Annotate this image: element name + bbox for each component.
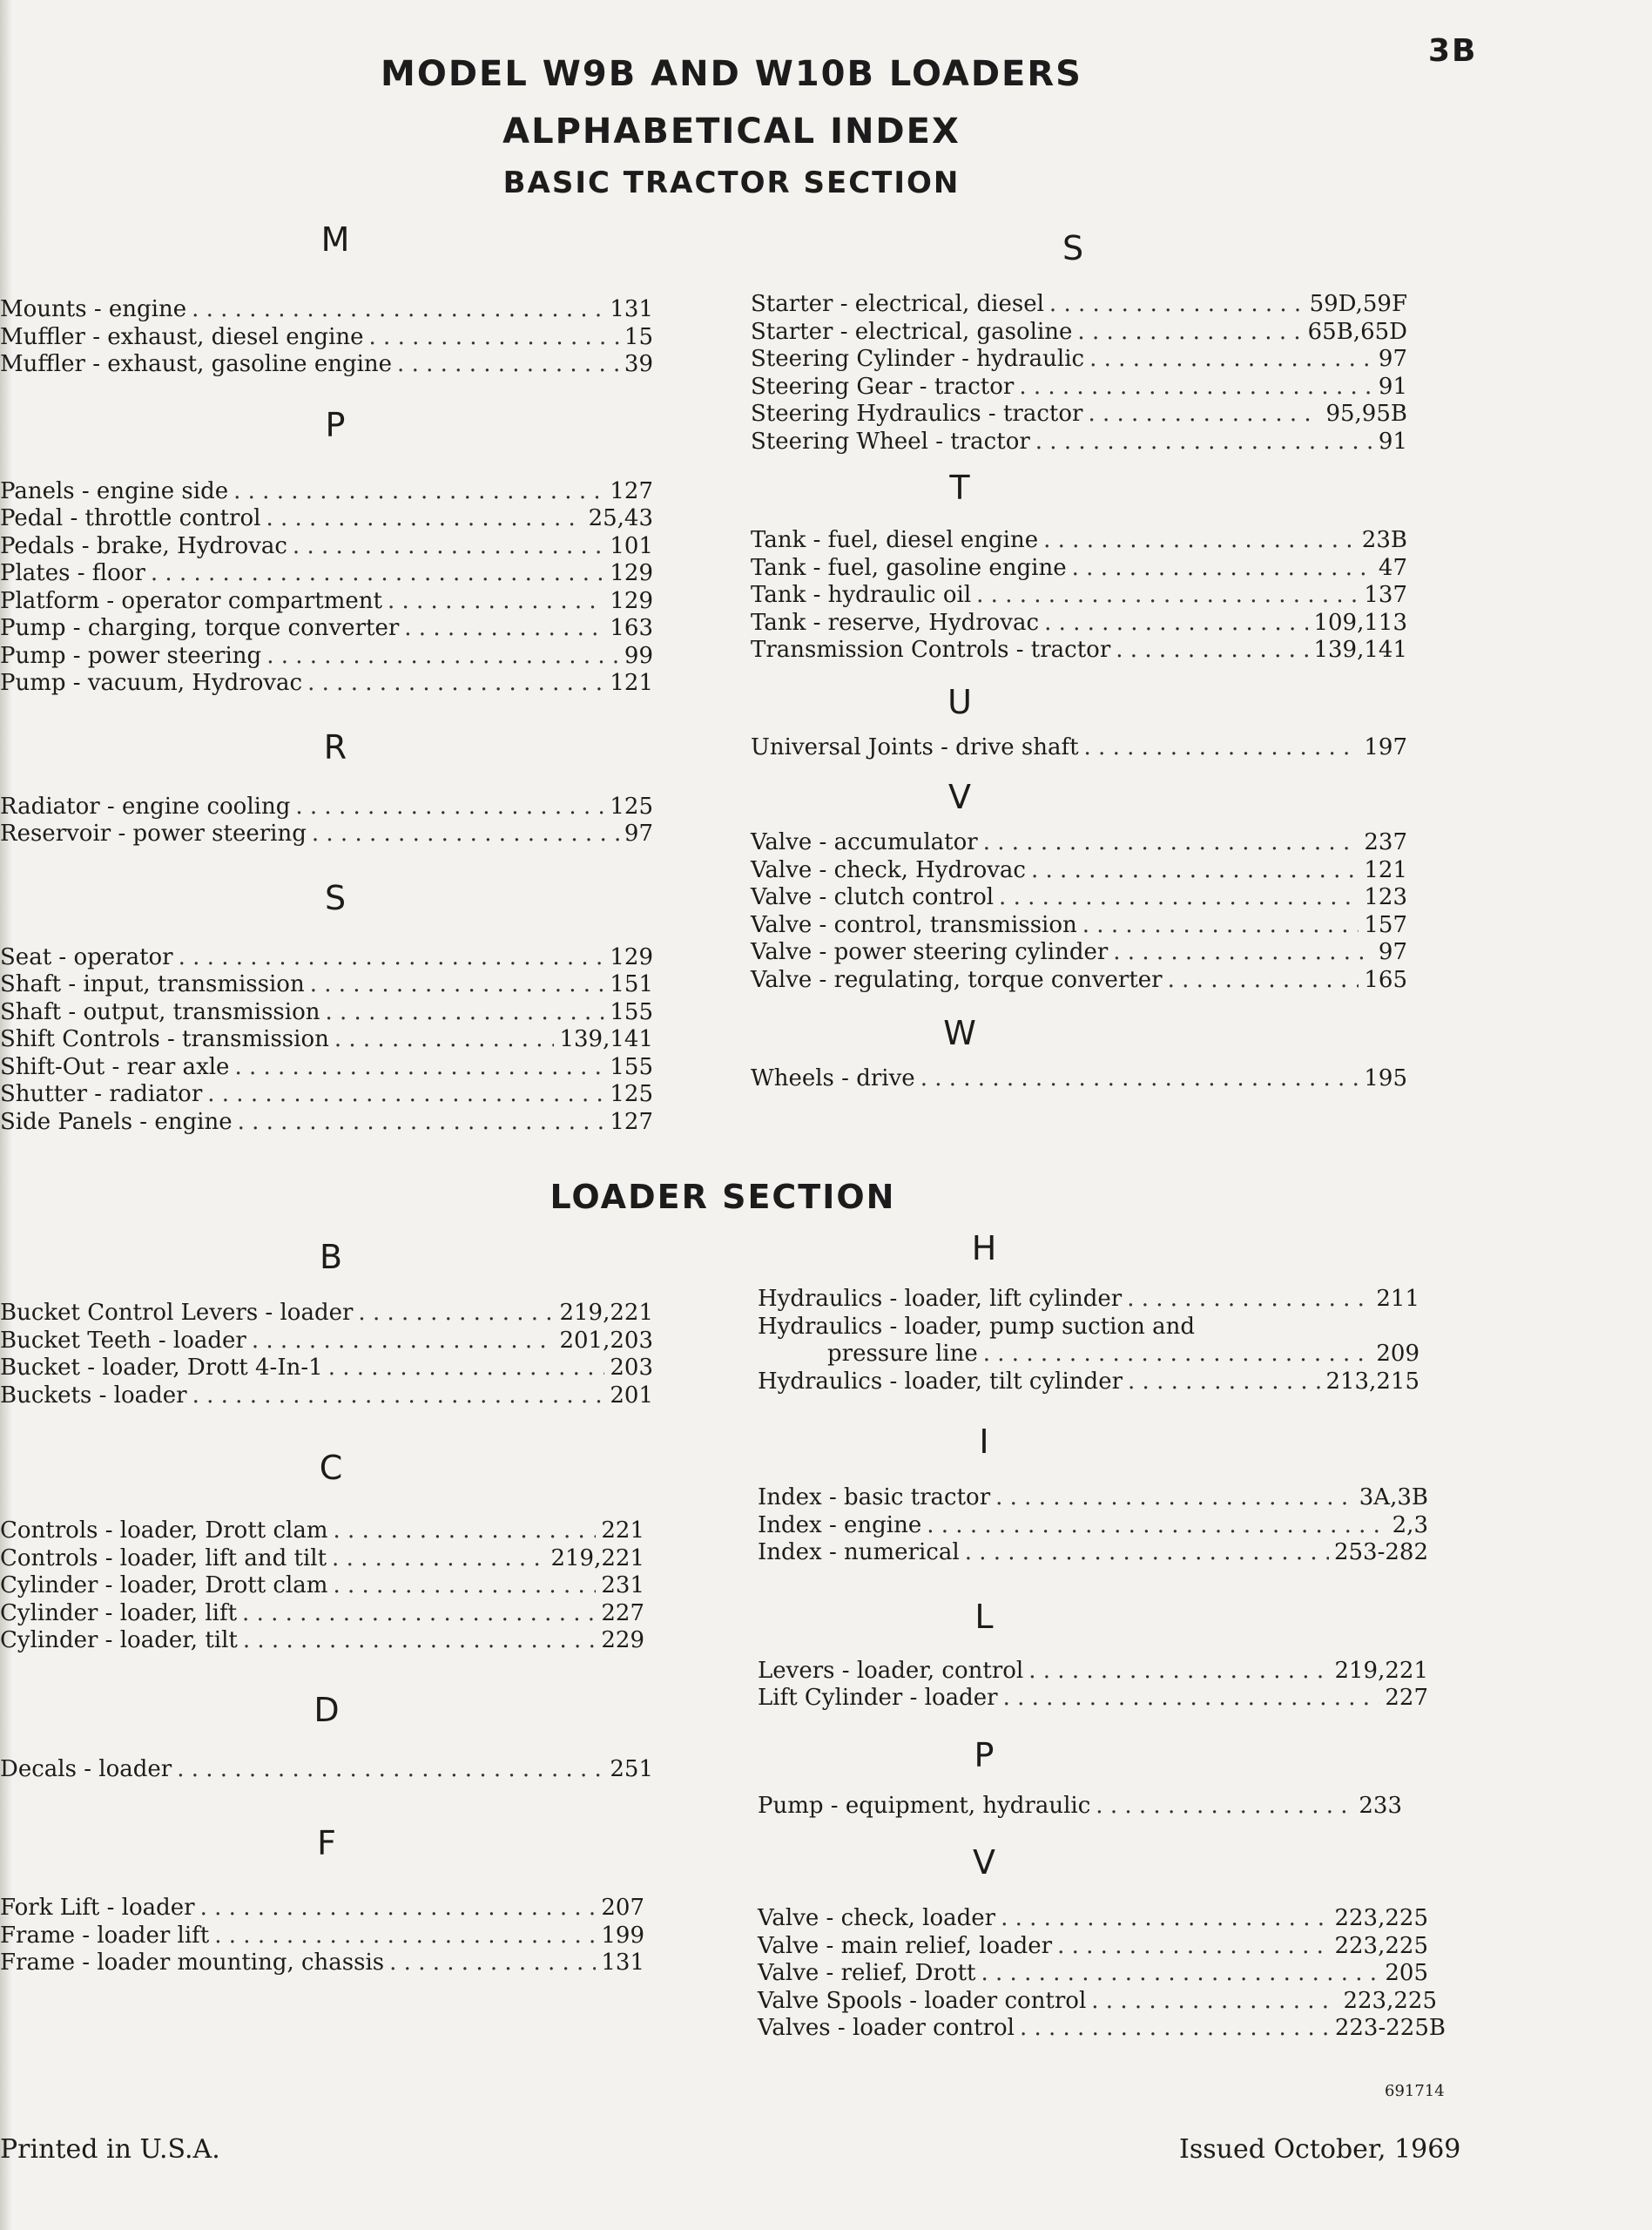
index-entry: Cylinder - loader, tilt . . . 229 [0,1627,644,1655]
group-letter: P [974,1735,995,1774]
group-letter: S [1062,229,1084,267]
index-entry: Pedal - throttle control . . . 25,43 [0,505,653,533]
index-entry: Tank - fuel, diesel engine . . . 23B [751,527,1407,555]
index-entry: Lift Cylinder - loader . . . 227 [758,1685,1428,1713]
index-entry: Cylinder - loader, lift . . . 227 [0,1600,644,1628]
group-letter: W [943,1014,976,1052]
index-entry: Pump - charging, torque converter . . . 163 [0,615,653,643]
index-entry: Bucket Teeth - loader . . . 201,203 [0,1328,653,1355]
index-entry: Radiator - engine cooling . . . 125 [0,794,653,821]
index-entry: Hydraulics - loader, lift cylinder . . . 211 [758,1286,1419,1314]
index-entry: Tank - hydraulic oil . . . 137 [751,582,1407,610]
index-entry: Wheels - drive . . . 195 [751,1065,1407,1093]
group-C [0,1448,653,1655]
group-letter: R [323,727,347,767]
group-letter: S [324,878,347,917]
document-subtitle: ALPHABETICAL INDEX [502,112,961,152]
group-letter: B [319,1238,343,1276]
group-letter: V [948,778,971,816]
index-entry: Muffler - exhaust, diesel engine . . . 15 [0,324,653,352]
group-U [751,682,1407,762]
index-entry: Steering Hydraulics - tractor . . . 95,95B [751,401,1407,429]
index-entry: Reservoir - power steering . . . 97 [0,821,653,848]
group-V [758,1842,1446,2043]
index-entry: Pump - power steering . . . 99 [0,643,653,671]
index-entry: Muffler - exhaust, gasoline engine . . . 39 [0,351,653,379]
document-title: MODEL W9B AND W10B LOADERS [381,54,1082,94]
group-letter: F [317,1824,336,1862]
group-D [0,1690,653,1784]
group-H [758,1228,1428,1395]
index-entry: Index - numerical . . . 253-282 [758,1539,1428,1567]
group-letter: H [971,1229,997,1267]
index-entry: Valves - loader control . . . 223-225B [758,2015,1446,2043]
group-R [0,727,653,848]
index-entry: Cylinder - loader, Drott clam . . . 231 [0,1572,644,1600]
index-entry: Frame - loader lift . . . 199 [0,1923,644,1950]
index-entry: Panels - engine side . . . 127 [0,478,653,506]
index-entry: Buckets - loader . . . 201 [0,1382,653,1410]
group-S [751,228,1407,456]
index-entry: Index - engine . . . 2,3 [758,1512,1428,1540]
index-entry: Shift Controls - transmission . . . 139,141 [0,1026,653,1054]
index-entry: Pump - vacuum, Hydrovac . . . 121 [0,670,653,698]
index-entry: Shift-Out - rear axle . . . 155 [0,1054,653,1082]
group-letter: T [949,469,970,507]
index-entry: Controls - loader, Drott clam . . . 221 [0,1517,644,1545]
footer-issued: Issued October, 1969 [1179,2134,1461,2165]
index-entry: Universal Joints - drive shaft . . . 197 [751,734,1407,762]
index-entry: Tank - reserve, Hydrovac . . . 109,113 [751,610,1407,638]
basic-left-column [0,220,653,1136]
index-entry: Starter - electrical, diesel . . . 59D,59F [751,291,1407,319]
section-title-loader: LOADER SECTION [550,1178,896,1216]
document-code: 691714 [1385,2082,1445,2100]
index-entry: Pump - equipment, hydraulic . . . 233 [758,1793,1402,1821]
index-entry: Steering Cylinder - hydraulic . . . 97 [751,346,1407,374]
group-I [758,1422,1428,1567]
group-S [0,878,653,1137]
index-entry: Tank - fuel, gasoline engine . . . 47 [751,555,1407,583]
group-L [758,1597,1428,1713]
group-letter: C [319,1449,343,1487]
index-entry: Valve - check, loader . . . 223,225 [758,1905,1428,1933]
index-entry: Side Panels - engine . . . 127 [0,1109,653,1137]
group-M [0,220,653,379]
footer-printed: Printed in U.S.A. [0,2134,220,2165]
group-letter: V [973,1843,995,1882]
group-P [0,405,653,698]
index-entry-continued: pressure line . . . 209 [758,1341,1419,1368]
index-entry: Shaft - output, transmission . . . 155 [0,999,653,1027]
index-entry: Hydraulics - loader, tilt cylinder . . . 213,215 [758,1368,1419,1396]
index-entry: Valve - control, transmission . . . 157 [751,912,1407,940]
index-entry: Seat - operator . . . 129 [0,944,653,972]
group-letter: P [325,405,346,444]
index-entry: Valve - power steering cylinder . . . 97 [751,939,1407,967]
index-entry: Valve - main relief, loader . . . 223,225 [758,1933,1428,1961]
index-entry: Valve Spools - loader control . . . 223,225 [758,1988,1437,2016]
index-entry: Valve - check, Hydrovac . . . 121 [751,857,1407,885]
group-P [758,1735,1428,1821]
page-number: 3B [1428,33,1478,69]
index-entry: Levers - loader, control . . . 219,221 [758,1658,1428,1686]
group-letter: I [979,1422,989,1461]
index-entry: Starter - electrical, gasoline . . . 65B,65D [751,319,1407,347]
group-V [751,777,1407,994]
loader-right-column [758,1228,1446,2043]
index-entry: Shaft - input, transmission . . . 151 [0,971,653,999]
index-entry: Fork Lift - loader . . . 207 [0,1895,644,1923]
group-letter: D [314,1690,340,1729]
index-entry: Valve - accumulator . . . 237 [751,829,1407,857]
index-entry: Transmission Controls - tractor . . . 139,141 [751,637,1407,665]
basic-right-column [751,228,1407,1093]
index-entry: Controls - loader, lift and tilt . . . 219,221 [0,1545,644,1573]
group-letter: L [974,1597,994,1636]
index-entry: Valve - regulating, torque converter . . . 165 [751,967,1407,995]
index-entry: Valve - clutch control . . . 123 [751,884,1407,912]
index-entry: Pedals - brake, Hydrovac . . . 101 [0,533,653,561]
index-entry: Valve - relief, Drott . . . 205 [758,1960,1428,1988]
index-entry: Shutter - radiator . . . 125 [0,1081,653,1109]
group-letter: U [947,682,972,721]
index-entry: Index - basic tractor . . . 3A,3B [758,1484,1428,1512]
index-entry: Mounts - engine . . . 131 [0,296,653,324]
index-entry: Steering Wheel - tractor . . . 91 [751,429,1407,456]
group-B [0,1237,653,1409]
index-entry: Platform - operator compartment . . . 129 [0,588,653,616]
index-entry: Frame - loader mounting, chassis . . . 131 [0,1950,644,1977]
index-entry: Hydraulics - loader, pump suction and [758,1313,1196,1340]
index-entry: Decals - loader . . . 251 [0,1756,653,1784]
index-entry: Steering Gear - tractor . . . 91 [751,374,1407,402]
group-F [0,1823,653,1977]
group-W [751,1013,1407,1093]
loader-left-column [0,1237,653,1977]
group-T [751,468,1407,665]
section-title-basic: BASIC TRACTOR SECTION [502,166,961,200]
group-letter: M [320,220,350,259]
index-entry: Bucket - loader, Drott 4-In-1 . . . 203 [0,1355,653,1382]
index-entry: Plates - floor . . . 129 [0,560,653,588]
index-entry: Bucket Control Levers - loader . . . 219,221 [0,1300,653,1328]
